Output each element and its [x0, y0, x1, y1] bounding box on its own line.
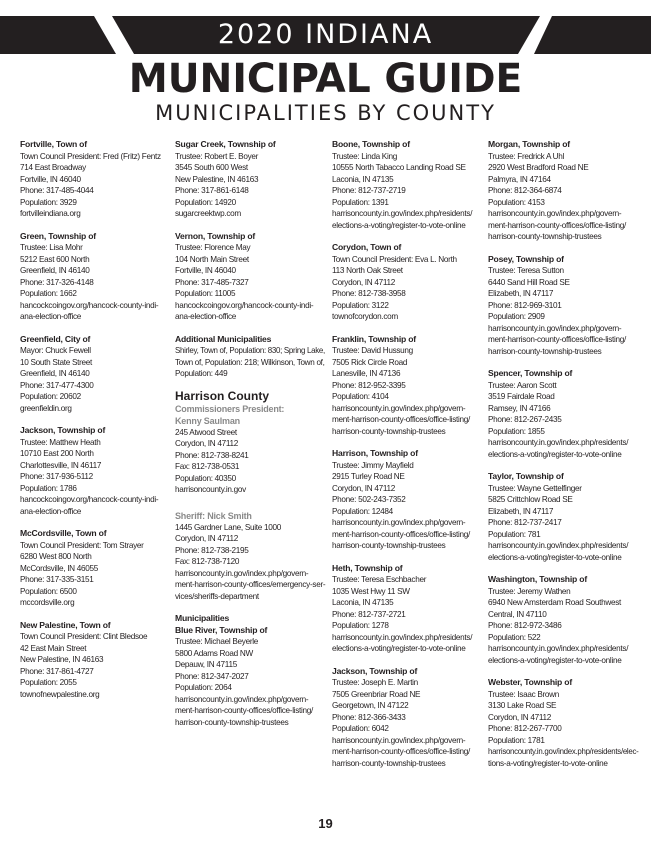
entry-line: Trustee: Teresa Eschbacher — [332, 575, 427, 584]
entry-line: Charlottesville, IN 46117 — [20, 460, 102, 470]
entry-line: Corydon, IN 47112 — [332, 483, 396, 493]
entry-line: Population: 6500 — [20, 586, 77, 596]
directory-entry — [488, 471, 638, 563]
entry-line: vices/sheriffs-department — [175, 591, 259, 601]
entry-line: townofcorydon.com — [332, 312, 398, 321]
entry-name: Fortville, Town of — [20, 139, 87, 149]
entry-line: Population: 3929 — [20, 197, 77, 207]
entry-name: Washington, Township of — [488, 574, 587, 584]
entry-line: Georgetown, IN 47122 — [332, 701, 409, 710]
entry-line: harrisoncounty.in.gov/index.php/residents/ — [332, 209, 473, 218]
commissioners-label: Commissioners President: — [175, 403, 285, 414]
entry-line: harrisoncounty.in.gov/index.php/residents/ — [332, 632, 473, 642]
entry-line: Town Council President: Eva L. North — [332, 254, 457, 264]
entry-line: elections-a-voting/register-to-vote-online — [488, 655, 622, 665]
directory-entry — [20, 620, 170, 701]
entry-line: Phone: 812-952-3395 — [332, 380, 406, 390]
entry-line: Population: 11005 — [175, 289, 236, 298]
directory-entry — [20, 334, 170, 415]
entry-line: townofnewpalestine.org — [20, 689, 100, 699]
entry-line: ana-election-office — [20, 312, 82, 321]
entry-line: Corydon, IN 47112 — [332, 277, 396, 287]
entry-line: ment-harrison-county-offices/office-listing/ — [175, 706, 314, 715]
entry-line: ment-harrison-county-offices/office-listing/ — [488, 335, 627, 344]
entry-line: Phone: 812-737-2721 — [332, 609, 406, 619]
entry-line: 113 North Oak Street — [332, 266, 403, 275]
entry-line: 10710 East 200 North — [20, 449, 94, 458]
entry-line: Phone: 812-737-2719 — [332, 186, 406, 195]
entry-line: Phone: 812-267-2435 — [488, 415, 562, 424]
entry-line: Corydon, IN 47112 — [488, 712, 552, 722]
entry-line: harrisoncounty.in.gov/index.php/residents/elec- — [488, 747, 639, 756]
entry-line: Greenfield, IN 46140 — [20, 369, 90, 378]
entry-line: Phone: 812-737-2417 — [488, 518, 562, 527]
entry-line: Trustee: Jimmy Mayfield — [332, 460, 414, 470]
county-heading: Harrison County — [175, 388, 270, 403]
entry-line: ment-harrison-county-offices/office-listing/ — [332, 415, 471, 424]
entry-line: Phone: 317-477-4300 — [20, 380, 94, 390]
entry-line: Phone: 812-738-3958 — [332, 289, 406, 298]
entry-line: Population: 1781 — [488, 735, 545, 745]
entry-line: harrisoncounty.in.gov/index.php/govern- — [332, 735, 466, 745]
entry-name: Corydon, Town of — [332, 242, 402, 252]
entry-line: Palmyra, IN 47164 — [488, 174, 551, 184]
entry-line: Population: 1278 — [332, 621, 389, 630]
entry-line: Phone: 812-738-8241 — [175, 450, 249, 460]
entry-line: Trustee: Joseph E. Martin — [332, 678, 418, 687]
entry-line: Phone: 812-364-6874 — [488, 186, 562, 195]
entry-name: Sugar Creek, Township of — [175, 139, 276, 149]
entry-name: Vernon, Township of — [175, 230, 256, 241]
column-1 — [20, 139, 170, 711]
directory-entry — [332, 563, 482, 655]
entry-name: Additional Municipalities — [175, 333, 272, 344]
entry-line: 7505 Greenbriar Road NE — [332, 689, 421, 699]
municipalities-section — [175, 613, 325, 728]
entry-line: Population: 2909 — [488, 312, 545, 321]
entry-line: Town of, Population: 218; Wilkinson, Town of, — [175, 357, 325, 367]
entry-line: Town Council President: Clint Bledsoe — [20, 632, 148, 641]
entry-line: Trustee: Wayne Gettelfinger — [488, 483, 582, 493]
entry-line: sugarcreektwp.com — [175, 209, 241, 218]
entry-line: 6440 Sand Hill Road SE — [488, 277, 570, 287]
entry-line: ment-harrison-county-offices/office-listing/ — [332, 747, 471, 756]
entry-line: Phone: 812-347-2027 — [175, 671, 249, 681]
entry-name: Taylor, Township of — [488, 471, 564, 481]
directory-entry — [20, 528, 170, 609]
entry-line: harrisoncounty.in.gov/index.php/govern- — [488, 209, 622, 218]
entry-line: Trustee: Lisa Mohr — [20, 243, 83, 252]
entry-name: Jackson, Township of — [332, 665, 418, 676]
entry-line: ana-election-office — [175, 312, 237, 321]
entry-line: Phone: 317-485-7327 — [175, 277, 249, 287]
entry-line: Population: 781 — [488, 529, 541, 539]
entry-line: elections-a-voting/register-to-vote-online — [332, 220, 466, 230]
sheriff-label: Sheriff: Nick Smith — [175, 510, 252, 521]
entry-line: Population: 2064 — [175, 683, 232, 692]
entry-name: Posey, Township of — [488, 253, 564, 264]
entry-line: tions-a-voting/register-to-vote-online — [488, 758, 608, 768]
entry-line: Phone: 812-738-2195 — [175, 545, 249, 555]
entry-line: Population: 6042 — [332, 724, 389, 733]
entry-line: Population: 1391 — [332, 197, 389, 207]
entry-line: Laconia, IN 47135 — [332, 174, 394, 184]
entry-line: Phone: 317-485-4044 — [20, 186, 94, 195]
entry-line: Population: 12484 — [332, 506, 393, 516]
entry-name: Harrison, Township of — [332, 448, 418, 458]
entry-line: Phone: 317-326-4148 — [20, 277, 94, 287]
entry-line: Phone: 317-936-5112 — [20, 472, 93, 481]
entry-line: mccordsville.org — [20, 598, 75, 607]
entry-line: hancockcoingov.org/hancock-county-indi- — [20, 495, 159, 504]
entry-line: Shirley, Town of, Population: 830; Spring Lake, — [175, 346, 325, 355]
entry-line: Greenfield, IN 46140 — [20, 266, 90, 275]
entry-line: Laconia, IN 47135 — [332, 598, 394, 607]
directory-entry — [20, 139, 170, 220]
entry-name: Heth, Township of — [332, 562, 403, 573]
entry-line: 1445 Gardner Lane, Suite 1000 — [175, 522, 282, 532]
entry-line: harrisoncounty.in.gov/index.php/govern- — [332, 518, 466, 527]
entry-line: Population: 4104 — [332, 392, 389, 401]
entry-name: Green, Township of — [20, 230, 96, 241]
directory-entry — [488, 254, 638, 358]
entry-name: Blue River, Township of — [175, 624, 268, 635]
entry-line: Fortville, IN 46040 — [20, 174, 81, 184]
entry-line: Trustee: David Hussung — [332, 346, 413, 355]
entry-line: ment-harrison-county-offices/office-listing/ — [332, 529, 471, 539]
entry-line: Trustee: Michael Beyerle — [175, 637, 259, 646]
entry-line: harrison-county-township-trustees — [488, 232, 602, 241]
directory-entry — [20, 425, 170, 517]
directory-entry — [175, 231, 325, 323]
entry-line: Town Council President: Tom Strayer — [20, 540, 144, 550]
entry-line: harrisoncounty.in.gov — [175, 485, 246, 494]
directory-entry — [332, 448, 482, 552]
entry-line: Trustee: Robert E. Boyer — [175, 151, 259, 161]
entry-line: 3545 South 600 West — [175, 163, 248, 172]
entry-line: elections-a-voting/register-to-vote-online — [332, 644, 466, 653]
entry-line: Population: 1855 — [488, 426, 545, 436]
entry-line: hancockcoingov.org/hancock-county-indi- — [175, 300, 314, 310]
entry-name: McCordsville, Town of — [20, 528, 107, 538]
entry-name: Greenfield, City of — [20, 333, 91, 344]
entry-line: elections-a-voting/register-to-vote-online — [488, 552, 622, 562]
entry-line: Population: 14920 — [175, 197, 236, 207]
entry-line: harrisoncounty.in.gov/index.php/residents/ — [488, 541, 629, 550]
directory-entry — [332, 242, 482, 323]
directory-entry — [332, 334, 482, 438]
entry-line: Phone: 812-366-3433 — [332, 712, 406, 722]
sheriff-section — [175, 510, 325, 603]
entry-line: Phone: 812-969-3101 — [488, 300, 562, 310]
entry-line: Trustee: Matthew Heath — [20, 437, 101, 447]
entry-name: Franklin, Township of — [332, 333, 416, 344]
entry-line: 6280 West 800 North — [20, 552, 92, 561]
entry-line: Mayor: Chuck Fewell — [20, 346, 91, 355]
entry-line: ment-harrison-county-offices/emergency-ser- — [175, 580, 326, 589]
entry-line: Population: 4153 — [488, 197, 545, 207]
entry-line: harrison-county-township-trustees — [175, 717, 289, 727]
entry-line: harrison-county-township-trustees — [332, 541, 446, 550]
entry-line: McCordsville, IN 46055 — [20, 563, 99, 573]
entry-line: 2920 West Bradford Road NE — [488, 163, 589, 172]
entry-name: Webster, Township of — [488, 677, 573, 687]
entry-line: Trustee: Fredrick A Uhl — [488, 151, 565, 161]
entry-line: 10555 North Tabacco Landing Road SE — [332, 163, 466, 172]
entry-line: harrisoncounty.in.gov/index.php/govern- — [488, 323, 622, 333]
entry-line: New Palestine, IN 46163 — [20, 655, 104, 664]
directory-entry — [488, 139, 638, 243]
entry-line: Trustee: Isaac Brown — [488, 689, 560, 699]
entry-line: Central, IN 47110 — [488, 609, 547, 619]
entry-line: Lanesville, IN 47136 — [332, 369, 401, 378]
directory-entry — [332, 139, 482, 231]
entry-line: hancockcoingov.org/hancock-county-indi- — [20, 300, 159, 310]
entry-line: Phone: 502-243-7352 — [332, 495, 406, 504]
entry-line: Population: 40350 — [175, 473, 236, 483]
entry-line: Trustee: Teresa Sutton — [488, 266, 564, 275]
entry-line: greenfieldin.org — [20, 403, 72, 413]
entry-line: 714 East Broadway — [20, 163, 86, 172]
page-number: 19 — [318, 816, 333, 831]
entry-name: Spencer, Township of — [488, 368, 573, 378]
page-subtitle: MUNICIPALITIES BY COUNTY — [155, 101, 496, 125]
entry-line: 245 Atwood Street — [175, 427, 237, 437]
entry-line: Fax: 812-738-7120 — [175, 557, 240, 566]
column-2 — [175, 139, 325, 739]
entry-line: Trustee: Florence May — [175, 243, 251, 252]
entry-name: New Palestine, Town of — [20, 619, 111, 630]
entry-line: harrisoncounty.in.gov/index.php/govern- — [332, 403, 466, 413]
header-banner — [0, 16, 651, 54]
entry-line: harrisoncounty.in.gov/index.php/residents/ — [488, 644, 629, 653]
entry-line: elections-a-voting/register-to-vote-online — [488, 449, 622, 459]
entry-line: harrisoncounty.in.gov/index.php/govern- — [175, 568, 309, 578]
entry-line: 5800 Adams Road NW — [175, 648, 253, 658]
entry-line: Fortville, IN 46040 — [175, 266, 236, 275]
entry-line: harrisoncounty.in.gov/index.php/residents/ — [488, 438, 629, 447]
entry-line: Population: 3122 — [332, 300, 389, 310]
harrison-county-section — [175, 389, 325, 496]
entry-line: ana-election-office — [20, 506, 82, 516]
entry-line: 5212 East 600 North — [20, 254, 90, 264]
column-3 — [332, 139, 482, 780]
entry-line: fortvilleindiana.org — [20, 209, 81, 218]
entry-line: harrison-county-township-trustees — [332, 758, 446, 768]
entry-line: 10 South State Street — [20, 357, 92, 367]
entry-line: Ramsey, IN 47166 — [488, 403, 551, 413]
entry-line: harrison-county-township-trustees — [488, 346, 602, 356]
entry-line: ment-harrison-county-offices/office-listing/ — [488, 220, 627, 230]
entry-line: 3130 Lake Road SE — [488, 701, 557, 710]
entry-line: Population: 20602 — [20, 392, 81, 401]
banner-title: 2020 INDIANA — [217, 19, 434, 50]
commissioner-name: Kenny Saulman — [175, 415, 240, 426]
entry-line: 3519 Fairdale Road — [488, 392, 555, 401]
entry-line: Population: 2055 — [20, 678, 77, 687]
entry-line: Fax: 812-738-0531 — [175, 462, 240, 471]
entry-line: Population: 1786 — [20, 483, 77, 493]
directory-entry — [488, 677, 638, 769]
entry-line: Elizabeth, IN 47117 — [488, 289, 554, 298]
entry-line: Corydon, IN 47112 — [175, 439, 239, 448]
entry-line: Population: 449 — [175, 369, 228, 378]
entry-line: Phone: 317-861-6148 — [175, 186, 249, 195]
entry-line: Phone: 812-267-7700 — [488, 724, 562, 733]
directory-entry — [488, 574, 638, 666]
entry-line: Trustee: Aaron Scott — [488, 380, 557, 390]
entry-line: 42 East Main Street — [20, 643, 87, 653]
entry-line: Population: 522 — [488, 632, 541, 642]
directory-entry — [20, 231, 170, 323]
entry-line: 104 North Main Street — [175, 254, 249, 264]
directory-entry — [175, 334, 325, 380]
entry-line: Phone: 812-972-3486 — [488, 621, 562, 630]
entry-line: 2915 Turley Road NE — [332, 472, 405, 481]
entry-line: 6940 New Amsterdam Road Southwest — [488, 598, 622, 607]
entry-name: Jackson, Township of — [20, 425, 106, 435]
directory-entry — [175, 139, 325, 220]
entry-name: Boone, Township of — [332, 139, 410, 149]
municipalities-label: Municipalities — [175, 613, 230, 623]
entry-line: Phone: 317-335-3151 — [20, 575, 94, 584]
entry-line: 5825 Crittchlow Road SE — [488, 495, 573, 504]
entry-line: New Palestine, IN 46163 — [175, 174, 259, 184]
entry-line: Corydon, IN 47112 — [175, 534, 239, 543]
entry-name: Morgan, Township of — [488, 139, 570, 149]
directory-entry — [488, 368, 638, 460]
page-title: MUNICIPAL GUIDE — [128, 56, 523, 102]
entry-line: Town Council President: Fred (Fritz) Fentz — [20, 151, 161, 161]
directory-entry — [332, 666, 482, 770]
column-4 — [488, 139, 638, 780]
entry-line: Phone: 317-861-4727 — [20, 666, 94, 676]
entry-line: Population: 1662 — [20, 289, 77, 298]
entry-line: harrison-county-township-trustees — [332, 426, 446, 436]
entry-line: 7505 Rick Circle Road — [332, 357, 408, 367]
entry-line: harrisoncounty.in.gov/index.php/govern- — [175, 694, 309, 704]
entry-line: Trustee: Jeremy Wathen — [488, 586, 571, 596]
entry-line: 1035 West Hwy 11 SW — [332, 586, 410, 596]
entry-line: Trustee: Linda King — [332, 151, 397, 161]
entry-line: Elizabeth, IN 47117 — [488, 506, 554, 516]
entry-line: Depauw, IN 47115 — [175, 660, 237, 669]
